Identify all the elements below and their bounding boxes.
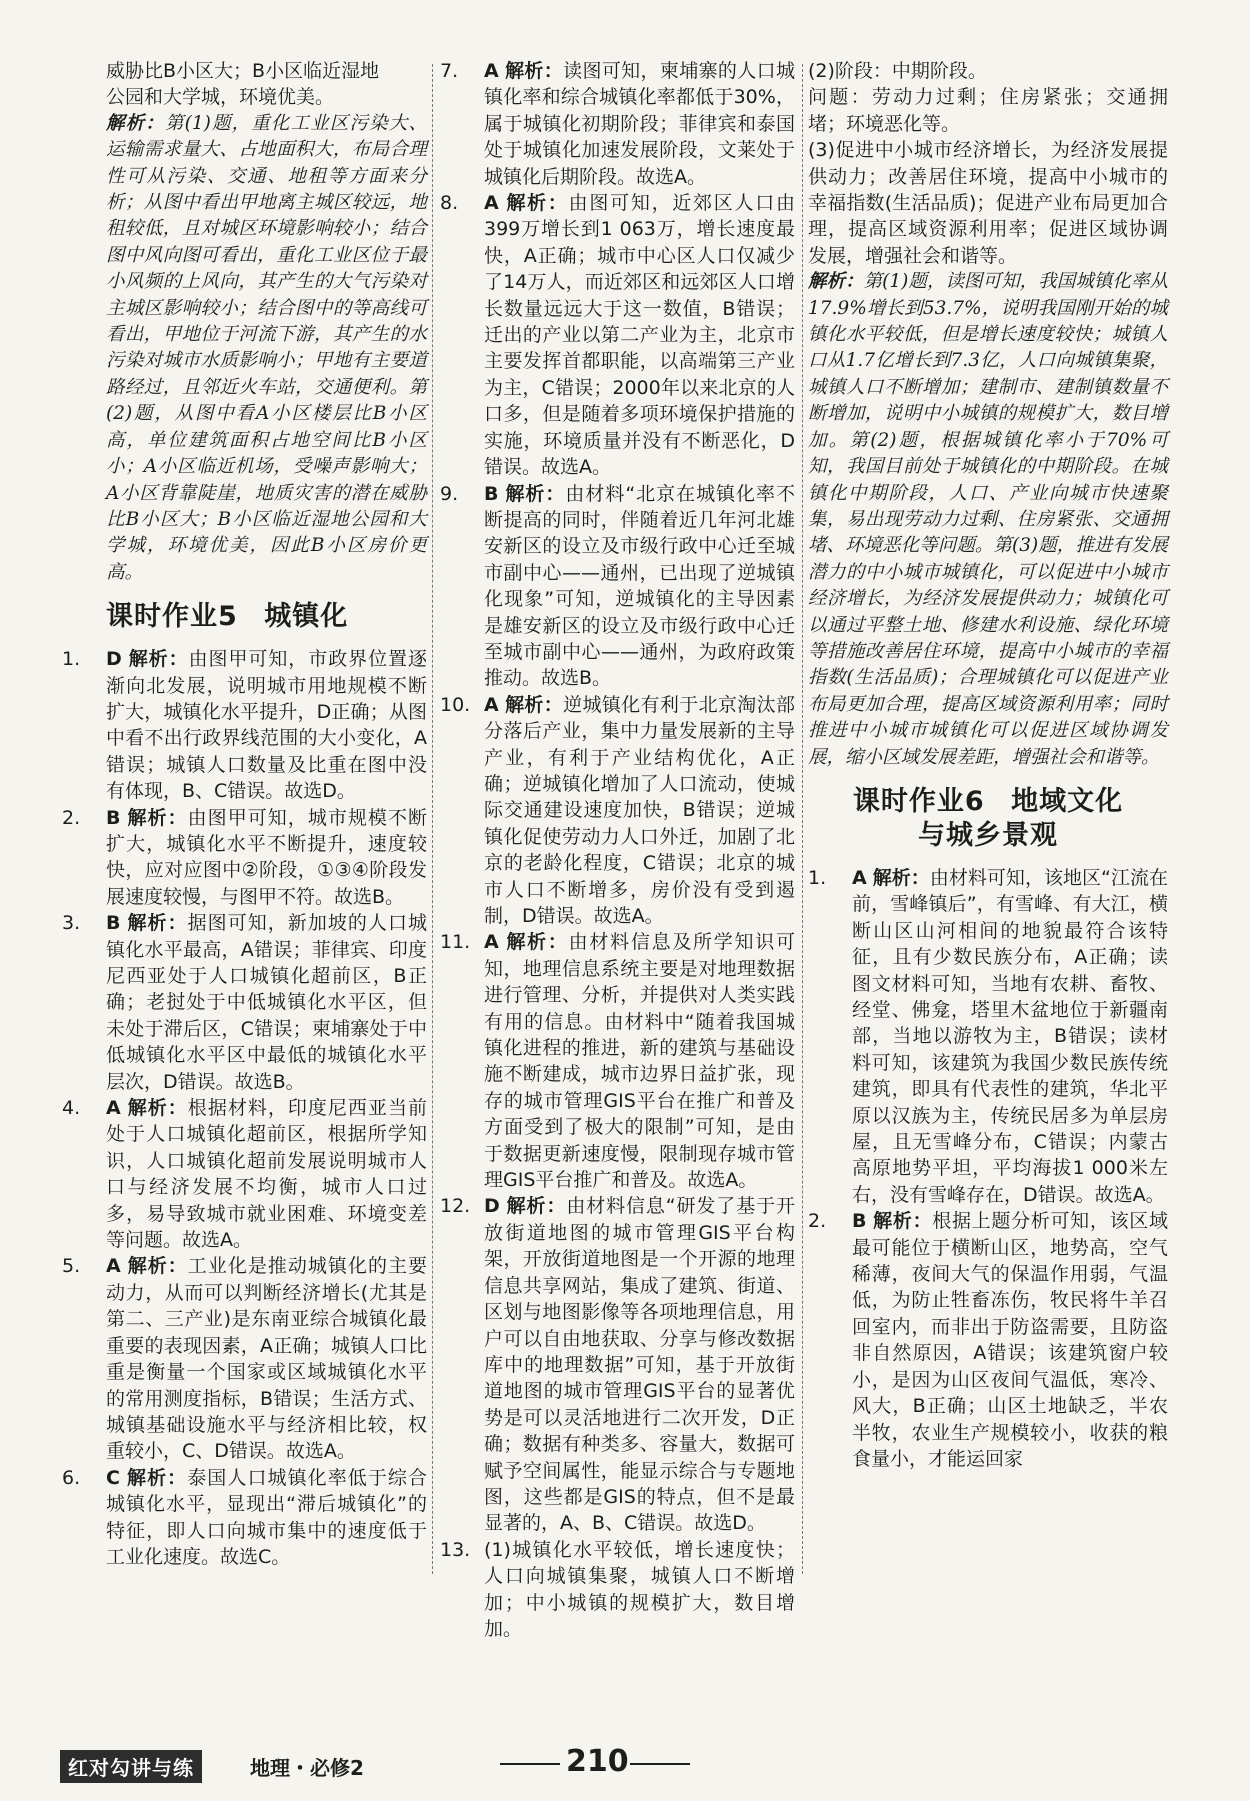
answer-key: A (484, 192, 499, 215)
item-text: 由材料可知，该地区“江流在前，雪峰镇后”，有雪峰、有大江，横断山区山河相间的地貌最符合该特征，且有少数民族分布，A正确；读图文材料可知，当地有农耕、畜牧、经堂、佛龛，塔里木盆地位于新疆南部，当地以游牧为主，B错误；读材料可知，该建筑为我国少数民族传统建筑，即具有代表性的建筑，华北平原以汉族为主，传统民居多为单层房屋，且无雪峰分布，C错误；内蒙古高原地势平坦，平均海拔1 000米左右，没有雪峰存在，D错误。故选A。 (852, 866, 1168, 1206)
answer-key: D (106, 648, 122, 671)
analysis-paragraph (808, 269, 1168, 771)
answer-continuation: 问题：劳动力过剩；住房紧张；交通拥堵；环境恶化等。 (808, 86, 1168, 135)
analysis-text: 第(1)题，重化工业区污染大、运输需求量大、占地面积大，布局合理性可从污染、交通、地租等方面来分析；从图中看出甲地离主城区较远，地租较低，且对城区环境影响较小；结合图中风向图可看出，重化工业区位于最小风频的上风向，其产生的大气污染对主城区影响较小；结合图中的等高线可看出，甲地位于河流下游，其产生的水污染对城市水质影响小；甲地有主要道路经过，且邻近火车站，交通便利。第(2)题，从图中看A小区楼层比B小区高，单位建筑面积占地空间比B小区小；A小区临近机场，受噪声影响大；A小区背靠陡崖，地质灾害的潜在威胁比B小区大；B小区临近湿地公园和大学城，环境优美，因此B小区房价更高。 (106, 112, 427, 583)
answer-continuation: (3)促进中小城市经济增长，为经济发展提供动力；改善居住环境，提高中小城市的幸福指数(生活品质)；促进产业布局更加合理，提高区域资源利用率；促进区域协调发展，增强社会和谐等。 (808, 139, 1168, 267)
item-text: 据图可知，新加坡的人口城镇化水平最高，A错误；菲律宾、印度尼西亚处于人口城镇化超前区，B正确；老挝处于中低城镇化水平区，但未处于滞后区，C错误；柬埔寨处于中低城镇化水平区中最低的城镇化水平层次，D错误。故选B。 (106, 912, 427, 1093)
analysis-label: 解析： (504, 192, 569, 215)
item-text: 由图可知，近郊区人口由399万增长到1 063万，增长速度最快，A正确；城市中心区人口仅减少了14万人，而近郊区和远郊区人口增长数量远远大于这一数值，B错误；迁出的产业以第二产业为主，北京市主要发挥首都职能，以高端第三产业为主，C错误；2000年以来北京的人口多，但是随着多项环境保护措施的实施，环境质量并没有不断恶化，D错误。故选A。 (484, 192, 795, 479)
column-1 (62, 58, 427, 1570)
item-text: 由图甲可知，城市规模不断扩大，城镇化水平不断提升，速度较快，应对应图中②阶段，①③④阶段发展速度较慢，与图甲不符。故选B。 (106, 806, 427, 908)
answer-item (440, 58, 795, 190)
item-number: 9. (440, 482, 459, 505)
answer-key: A (484, 931, 499, 954)
item-number: 13. (440, 1538, 471, 1561)
section-heading (808, 785, 1168, 853)
item-number: 2. (62, 806, 81, 829)
item-text: 工业化是推动城镇化的主要动力，从而可以判断经济增长(尤其是第二、三产业)是东南亚综合城镇化最重要的表现因素，A正确；城镇人口比重是衡量一个国家或区域城镇化水平的常用测度指标，B错误；生活方式、城镇基础设施水平与经济相比较，权重较小，C、D错误。故选A。 (106, 1255, 427, 1463)
answer-item (808, 865, 1168, 1208)
answer-item (440, 692, 795, 930)
item-number: 2. (808, 1210, 827, 1233)
item-text: 由图甲可知，市政界位置逐渐向北发展，说明城市用地规模不断扩大，城镇化水平提升，D正确；从图中看不出行政界线范围的大小变化，A错误；城镇人口数量及比重在图中没有体现，B、C错误。故选D。 (106, 648, 427, 803)
answer-item (808, 1208, 1168, 1472)
analysis-label: 解析： (505, 1195, 567, 1218)
answer-item (440, 1193, 795, 1536)
page-number-rule (500, 1763, 560, 1765)
column-2 (440, 58, 795, 1642)
item-number: 7. (440, 60, 459, 82)
answer-key: A (852, 866, 867, 889)
item-text: 逆城镇化有利于北京淘汰部分落后产业，集中力量发展新的主导产业，有利于产业结构优化，A正确；逆城镇化增加了人口流动，使城际交通建设速度加快，B错误；逆城镇化促使劳动力人口外迁，加剧了北京的老龄化程度，C错误；北京的城市人口不断增多，房价没有受到遏制，D错误。故选A。 (484, 693, 795, 927)
section-label: 课时作业5 (106, 601, 238, 633)
answer-item (440, 190, 795, 480)
answer-item (62, 1095, 427, 1253)
item-text: 根据上题分析可知，该区域最可能位于横断山区，地势高，空气稀薄，夜间大气的保温作用弱，气温低，为防止牲畜冻伤，牧民将牛羊召回室内，而非出于防盗需要，且防盗非自然原因，A错误；该建筑窗户较小，是因为山区夜间气温低，寒冷、风大，B正确；山区土地缺乏，半农半牧，农业生产规模较小，收获的粮食量小，才能运回家 (852, 1210, 1168, 1470)
answer-continuation: 公园和大学城，环境优美。 (106, 86, 335, 109)
section-title-line2: 与城乡景观 (918, 819, 1058, 851)
analysis-label: 解析： (126, 912, 188, 935)
analysis-label: 解析： (126, 1255, 188, 1278)
item-number: 12. (440, 1195, 471, 1218)
item-number: 1. (808, 866, 827, 889)
analysis-label: 解析： (504, 931, 569, 954)
answer-key: A (106, 1097, 121, 1120)
answer-key: A (106, 1255, 121, 1278)
item-text: 根据材料，印度尼西亚当前处于人口城镇化超前区，根据所学知识，人口城镇化超前发展说明城市人口与经济发展不均衡，城市人口过多，易导致城市就业困难、环境变差等问题。故选A。 (106, 1097, 427, 1252)
analysis-label: 解析： (106, 112, 165, 134)
analysis-paragraph (62, 111, 427, 586)
analysis-text: 第(1)题，读图可知，我国城镇化率从17.9%增长到53.7%，说明我国刚开始的城镇化水平较低，但是增长速度较快；城镇人口从1.7亿增长到7.3亿，人口向城镇集聚，城镇人口不断增加；建制市、建制镇数量不断增加，说明中小城镇的规模扩大，数目增加。第(2)题，根据城镇化率小于70%可知，我国目前处于城镇化的中期阶段。在城镇化中期阶段，人口、产业向城市快速聚集，易出现劳动力过剩、住房紧张、交通拥堵、环境恶化等问题。第(3)题，推进有发展潜力的中小城市城镇化，可以促进中小城市经济增长，为经济发展提供动力；城镇化可以通过平整土地、修建水利设施、绿化环境等措施改善居住环境，提高中小城市的幸福指数(生活品质)；合理城镇化可以促进产业布局更加合理，提高区域资源利用率；同时推进中小城市城镇化可以促进区域协调发展，缩小区域发展差距，增强社会和谐等。 (808, 271, 1168, 768)
answer-key: B (484, 482, 499, 505)
answer-key: C (106, 1466, 120, 1489)
answer-key: A (484, 693, 499, 716)
item-text: (1)城镇化水平较低，增长速度快；人口向城镇集聚，城镇人口不断增加；中小城镇的规模扩大，数目增加。 (484, 1538, 795, 1640)
answer-item (440, 929, 795, 1193)
subject-label: 地理・必修2 (250, 1756, 364, 1780)
item-text: 泰国人口城镇化率低于综合城镇化水平，显现出“滞后城镇化”的特征，即人口向城市集中的速度低于工业化速度。故选C。 (106, 1466, 427, 1568)
answer-key: D (484, 1195, 500, 1218)
answer-item (62, 646, 427, 804)
answer-key: A (484, 60, 499, 82)
item-text: 读图可知，柬埔寨的人口城镇化率和综合城镇化率都低于30%，属于城镇化初期阶段；菲律宾和泰国处于城镇化加速发展阶段，文莱处于城镇化后期阶段。故选A。 (484, 60, 795, 188)
item-number: 4. (62, 1097, 81, 1120)
analysis-label: 解析： (504, 60, 564, 82)
brand-label: 红对勾讲与练 (60, 1750, 202, 1783)
answer-item (440, 1537, 795, 1643)
answer-item (62, 910, 427, 1095)
analysis-label: 解析： (808, 271, 864, 293)
section-heading (62, 600, 427, 634)
answer-item (440, 481, 795, 692)
section-title: 地域文化 (1011, 785, 1124, 817)
item-number: 5. (62, 1255, 81, 1278)
item-text: 由材料信息及所学知识可知，地理信息系统主要是对地理数据进行管理、分析，并提供对人类实践有用的信息。由材料中“随着我国城镇化进程的推进，新的建筑与基础设施不断建成，城市边界日益扩张，现存的城市管理GIS平台在推广和普及方面受到了极大的限制”可知，是由于数据更新速度慢，限制现存城市管理GIS平台推广和普及。故选A。 (484, 931, 795, 1192)
analysis-label: 解析： (127, 648, 189, 671)
answer-item (62, 1253, 427, 1464)
page-number: 210 (566, 1744, 629, 1779)
column-3 (808, 58, 1168, 1472)
analysis-label: 解析： (504, 693, 564, 716)
section-title: 城镇化 (264, 601, 349, 633)
section-label: 课时作业6 (852, 785, 985, 817)
item-number: 10. (440, 693, 471, 716)
analysis-label: 解析： (126, 806, 188, 829)
item-number: 3. (62, 912, 81, 935)
answer-key: B (852, 1210, 867, 1233)
column-divider (432, 64, 433, 1574)
answer-continuation: (2)阶段：中期阶段。 (808, 60, 987, 82)
analysis-label: 解析： (872, 1210, 933, 1233)
answer-key: B (106, 806, 121, 829)
answer-continuation: 威胁比B小区大；B小区临近湿地 (106, 60, 380, 82)
analysis-label: 解析： (126, 1097, 188, 1120)
answer-item (62, 805, 427, 911)
answer-item (62, 1465, 427, 1571)
analysis-label: 解析： (872, 866, 930, 889)
item-text: 由材料信息“研发了基于开放街道地图的城市管理GIS平台构架，开放街道地图是一个开源的地理信息共享网站，集成了建筑、街道、区划与地图影像等各项地理信息，用户可以自由地获取、分享与修改数据库中的地理数据”可知，基于开放街道地图的城市管理GIS平台的显著优势是可以灵活地进行二次开发，D正确；数据有种类多、容量大，数据可赋予空间属性，能显示综合与专题地图，这些都是GIS的特点，但不是最显著的，A、B、C错误。故选D。 (484, 1195, 795, 1535)
analysis-label: 解析： (504, 482, 566, 505)
analysis-label: 解析： (125, 1466, 188, 1489)
column-divider (802, 64, 803, 1574)
item-number: 6. (62, 1466, 81, 1489)
item-number: 1. (62, 648, 81, 671)
page-number-rule (630, 1763, 690, 1765)
item-number: 8. (440, 192, 459, 215)
answer-key: B (106, 912, 121, 935)
item-text: 由材料“北京在城镇化率不断提高的同时，伴随着近几年河北雄安新区的设立及市级行政中心迁至城市副中心——通州，已出现了逆城镇化现象”可知，逆城镇化的主导因素是雄安新区的设立及市级行政中心迁至城市副中心——通州，为政府政策推动。故选B。 (484, 482, 795, 690)
item-number: 11. (440, 931, 471, 954)
